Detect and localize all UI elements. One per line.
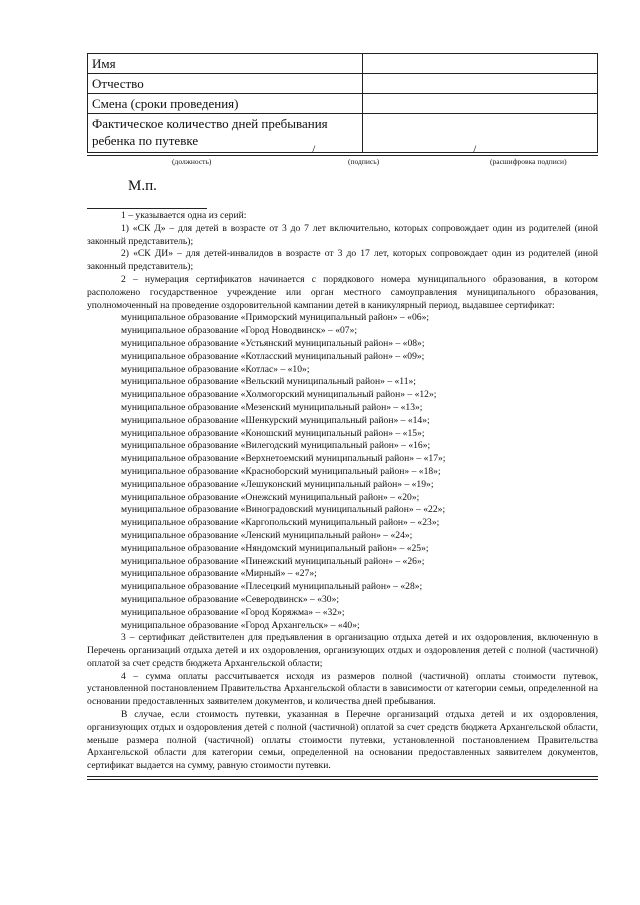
child-info-table <box>87 53 598 153</box>
municipality-item: муниципальное образование «Вельский муниципальный район» – «11»; <box>121 376 416 388</box>
footnote-4-continuation: В случае, если стоимость путевки, указанная в Перечне организаций отдыха детей и их оздоровления, организующих отдых и оздоровления детей с полной (частичной) оплатой за счет средств бюджета Архангельской области, меньше размера полной (частичной) оплаты стоимости путевки, установленной постановлением Правительства Архангельской области для категории семьи, определенной на основании предоставленных заявителем документов, сертификат выдается на сумму, равную стоимости путевки. <box>87 709 598 772</box>
bottom-rule <box>87 776 598 777</box>
municipality-list <box>87 312 598 632</box>
footnote-3: 3 – сертификат действителен для предъявления в организацию отдыха детей и их оздоровления, включенную в Перечень организаций отдыха детей и их оздоровления, организующих отдых и оздоровления детей с полной (частичной) оплатой за счет средств бюджета Архангельской области; <box>87 632 598 669</box>
municipality-item: муниципальное образование «Город Архангельск» – «40»; <box>121 619 360 631</box>
municipality-item: муниципальное образование «Лешуконский муниципальный район» – «19»; <box>121 478 434 490</box>
municipality-item: муниципальное образование «Онежский муниципальный район» – «20»; <box>121 491 420 503</box>
municipality-item: муниципальное образование «Котласский муниципальный район» – «09»; <box>121 350 425 362</box>
municipality-item: муниципальное образование «Вилегодский муниципальный район» – «16»; <box>121 440 431 452</box>
stamp-place-label: М.п. <box>128 178 157 194</box>
municipality-item: муниципальное образование «Коношский муниципальный район» – «15»; <box>121 427 425 439</box>
municipality-item: муниципальное образование «Город Новодвинск» – «07»; <box>121 325 358 337</box>
footnote-4: 4 – сумма оплаты рассчитывается исходя из размеров полной (частичной) оплаты стоимости путевок, установленной постановлением Правительства Архангельской области в зависимости от категории семьи, определенной на основании предоставленных заявителем документов, и количества дней пребывания. <box>87 670 598 708</box>
caption-signature: (подпись) <box>348 157 380 166</box>
municipality-item: муниципальное образование «Город Коряжма» – «32»; <box>121 606 345 618</box>
caption-decoding: (расшифровка подписи) <box>490 157 567 166</box>
table-row <box>88 74 598 94</box>
municipality-item: муниципальное образование «Верхнетоемский муниципальный район» – «17»; <box>121 453 446 465</box>
row-value-shift <box>363 94 598 114</box>
municipality-item: муниципальное образование «Пинежский муниципальный район» – «26»; <box>121 555 425 567</box>
caption-position: (должность) <box>172 157 212 166</box>
footnote-2-intro: 2 – нумерация сертификатов начинается с порядкового номера муниципального образования, в котором расположено государственное учреждение или орган местного самоуправления муниципального образования, уполномоченный на проведение оздоровительной кампании детей в каникулярный период, выдавшее сертификат: <box>87 273 598 311</box>
municipality-item: муниципальное образование «Мезенский муниципальный район» – «13»; <box>121 401 423 413</box>
municipality-item: муниципальное образование «Холмогорский муниципальный район» – «12»; <box>121 389 437 401</box>
row-value-days <box>363 114 598 153</box>
municipality-item: муниципальное образование «Виноградовский муниципальный район» – «22»; <box>121 504 446 516</box>
footnote-1-item-1: 1) «СК Д» – для детей в возрасте от 3 до 7 лет включительно, которых сопровождает один из родителей (иной законный представитель); <box>87 222 598 247</box>
footnote-1-intro: 1 – указывается одна из серий: <box>121 210 247 221</box>
row-label-patronymic: Отчество <box>88 74 363 94</box>
signature-line <box>87 155 598 156</box>
municipality-item: муниципальное образование «Приморский муниципальный район» – «06»; <box>121 312 430 324</box>
municipality-item: муниципальное образование «Мирный» – «27»; <box>121 568 317 580</box>
row-value-patronymic <box>363 74 598 94</box>
table-row <box>88 114 598 153</box>
municipality-item: муниципальное образование «Шенкурский муниципальный район» – «14»; <box>121 414 430 426</box>
municipality-item: муниципальное образование «Ленский муниципальный район» – «24»; <box>121 529 413 541</box>
municipality-item: муниципальное образование «Красноборский муниципальный район» – «18»; <box>121 465 441 477</box>
bottom-rule <box>87 779 598 780</box>
table-row <box>88 54 598 74</box>
municipality-item: муниципальное образование «Северодвинск» – «30»; <box>121 593 340 605</box>
row-label-name: Имя <box>88 54 363 74</box>
municipality-item: муниципальное образование «Каргопольский муниципальный район» – «23»; <box>121 517 440 529</box>
footnote-separator <box>87 208 207 209</box>
row-label-days: Фактическое количество дней пребывания ребенка по путевке <box>88 114 363 153</box>
signature-separator: / <box>473 142 477 156</box>
footnotes <box>87 210 598 773</box>
municipality-item: муниципальное образование «Няндомский муниципальный район» – «25»; <box>121 542 429 554</box>
municipality-item: муниципальное образование «Котлас» – «10»; <box>121 363 310 375</box>
table-row <box>88 94 598 114</box>
footnote-1-item-2: 2) «СК ДИ» – для детей-инвалидов в возрасте от 3 до 17 лет, которых сопровождает один из родителей (иной законный представитель); <box>87 248 598 273</box>
signature-separator: / <box>312 142 316 156</box>
row-label-shift: Смена (сроки проведения) <box>88 94 363 114</box>
municipality-item: муниципальное образование «Плесецкий муниципальный район» – «28»; <box>121 581 423 593</box>
municipality-item: муниципальное образование «Устьянский муниципальный район» – «08»; <box>121 337 425 349</box>
row-value-name <box>363 54 598 74</box>
